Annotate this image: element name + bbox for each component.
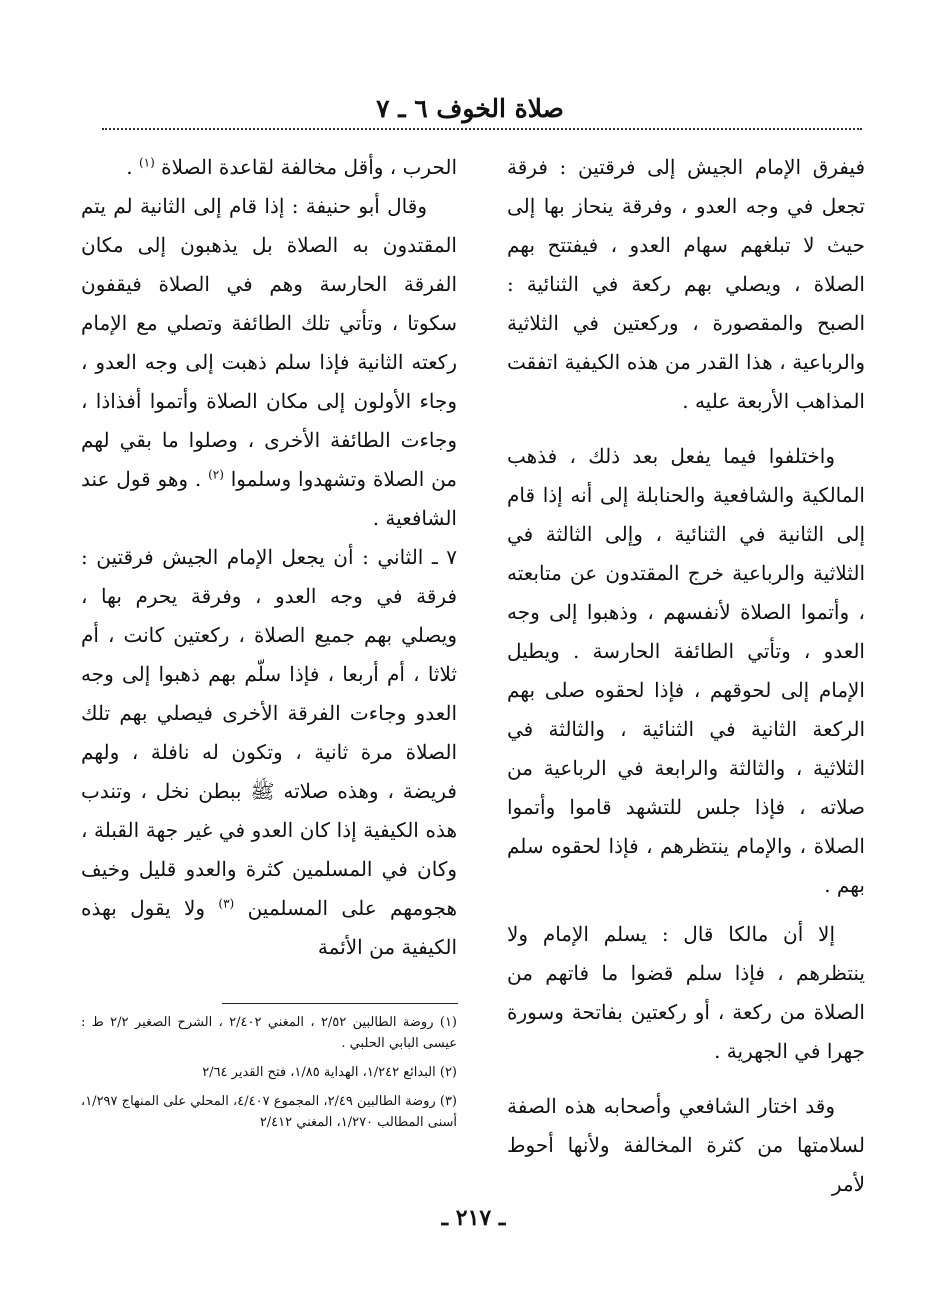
paragraph (81, 538, 457, 967)
footnote-ref: (٢) (208, 467, 224, 482)
paragraph-text: . وهو قول عند الشافعية . (81, 467, 457, 530)
footnote-ref: (٣) (218, 896, 235, 911)
page-number: ـ ٢١٧ ـ (441, 1205, 506, 1231)
footnote: (٣) روضة الطالبين ٢/٤٩، المجموع ٤/٤٠٧، المحلي على المنهاج ١/٢٩٧، أسنى المطالب ١/٢٧٠، المغني ٢/٤١٢ (81, 1094, 457, 1130)
paragraph-text: . (126, 155, 139, 179)
paragraph-text: الحرب ، وأقل مخالفة لقاعدة الصلاة (161, 155, 457, 179)
paragraph-text: ٧ ـ الثاني : أن يجعل الإمام الجيش فرقتين : فرقة في وجه العدو ، وفرقة يحرم بها ، ويصلي بهم جميع الصلاة ، ركعتين كانت ، أم ثلاثا ، أم أربعا ، فإذا سلّم بهم ذهبوا إلى وجه العدو وجاءت الفرقة الأخرى فيصلي بهم تلك الصلاة مرة ثانية ، وتكون له نافلة ، ولهم فريضة ، وهذه صلاته ﷺ ببطن نخل ، وتندب هذه الكيفية إذا كان العدو في غير جهة القبلة ، وكان في المسلمين كثرة والعدو قليل وخيف هجومهم على المسلمين (81, 545, 458, 920)
footnote-ref: (١) (138, 155, 155, 170)
paragraph: إلا أن مالكا قال : يسلم الإمام ولا ينتظرهم ، فإذا سلم قضوا ما فاتهم من الصلاة من ركعة ، أو ركعتين بفاتحة وسورة جهرا في الجهرية . (507, 922, 865, 1063)
running-head: صلاة الخوف ٦ ـ ٧ (376, 94, 564, 123)
paragraph (81, 148, 457, 187)
header-dotted-rule (102, 128, 862, 130)
paragraph: وقد اختار الشافعي وأصحابه هذه الصفة لسلامتها من كثرة المخالفة ولأنها أحوط لأمر (507, 1094, 865, 1196)
paragraph-text: وقال أبو حنيفة : إذا قام إلى الثانية لم يتم المقتدون به الصلاة بل يذهبون إلى مكان الفرقة الحارسة وهم في الصلاة فيقفون سكوتا ، وتأتي تلك الطائفة وتصلي مع الإمام ركعته الثانية فإذا سلم ذهبت إلى وجه العدو ، وجاء الأولون إلى مكان الصلاة وأتموا أفذاذا ، وجاءت الطائفة الأخرى ، وصلوا ما بقي لهم من الصلاة وتشهدوا وسلموا (81, 194, 458, 491)
paragraph (81, 187, 457, 538)
left-column (81, 148, 457, 967)
paragraph: فيفرق الإمام الجيش إلى فرقتين : فرقة تجعل في وجه العدو ، وفرقة ينحاز بها إلى حيث لا تبلغهم سهام العدو ، فيفتتح بهم الصلاة ، ويصلي بهم ركعة في الثنائية : الصبح والمقصورة ، وركعتين في الثلاثية والرباعية ، هذا القدر من هذه الكيفية اتفقت المذاهب الأربعة عليه . (507, 155, 865, 413)
paragraph: واختلفوا فيما يفعل بعد ذلك ، فذهب المالكية والشافعية والحنابلة إلى أنه إذا قام إلى الثانية في الثنائية ، وإلى الثالثة في الثلاثية والرباعية خرج المقتدون عن متابعته ، وأتموا الصلاة لأنفسهم ، وذهبوا إلى وجه العدو ، وتأتي الطائفة الحارسة . ويطيل الإمام إلى لحوقهم ، فإذا لحقوه صلى بهم الركعة الثانية في الثنائية ، والثالثة في الثلاثية ، والثالثة والرابعة في الرباعية من صلاته ، فإذا جلس للتشهد قاموا وأتموا الصلاة ، والإمام ينتظرهم ، فإذا لحقوه سلم بهم . (507, 444, 865, 897)
paragraph-text: ولا يقول بهذه الكيفية من الأئمة (81, 896, 457, 959)
footnote: (١) روضة الطالبين ٢/٥٢ ، المغني ٢/٤٠٢ ، الشرح الصغير ٢/٢ ط : عيسى البابي الحلبي . (81, 1015, 457, 1051)
footnote: (٢) البدائع ١/٢٤٢، الهداية ١/٨٥، فتح القدير ٢/٦٤ (202, 1065, 457, 1080)
footnote-rule (222, 1003, 458, 1004)
footnotes (81, 1012, 457, 1133)
right-column (507, 148, 865, 1204)
